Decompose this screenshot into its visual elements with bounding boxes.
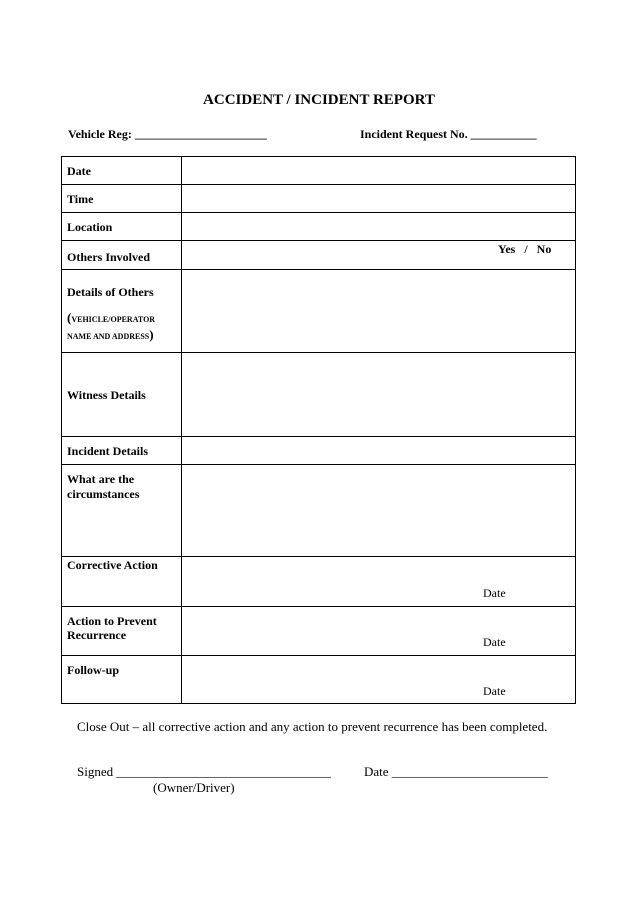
yes-no-option: Yes / No [498,242,552,256]
circumstances-label-line1: What are the [67,472,135,486]
location-label: Location [67,220,113,234]
corrective-action-date: Date [483,586,506,600]
details-of-others-sublabel-2 [67,327,154,344]
owner-driver-caption: (Owner/Driver) [153,780,235,795]
sublabel-line2: NAME AND ADDRESS [67,332,150,341]
paren-close: ) [149,327,154,342]
paren-open: ( [67,310,72,325]
row-divider [62,606,575,607]
date-label: Date [67,164,91,178]
witness-details-label: Witness Details [67,388,146,402]
date-line: Date ________________________ [364,764,548,779]
row-divider [62,212,575,213]
circumstances-label-line2: circumstances [67,487,140,501]
report-title: ACCIDENT / INCIDENT REPORT [203,92,435,108]
signed-line: Signed _________________________________ [77,764,331,779]
details-of-others-sublabel [67,310,155,327]
row-divider [62,556,575,557]
close-out-statement: Close Out – all corrective action and any action to prevent recurrence has been completed. [77,719,548,734]
action-prevent-date: Date [483,635,506,649]
row-divider [62,655,575,656]
sublabel-line1: VEHICLE/OPERATOR [71,315,156,324]
action-prevent-label-line2: Recurrence [67,628,127,642]
row-divider [62,269,575,270]
follow-up-label: Follow-up [67,663,120,677]
details-of-others-label: Details of Others [67,285,154,299]
column-divider [181,157,182,703]
time-label: Time [67,192,94,206]
row-divider [62,352,575,353]
incident-request-field: Incident Request No. ___________ [360,127,537,141]
row-divider [62,464,575,465]
row-divider [62,240,575,241]
action-prevent-label-line1: Action to Prevent [67,614,157,628]
others-involved-label: Others Involved [67,250,151,264]
row-divider [62,184,575,185]
row-divider [62,436,575,437]
incident-details-label: Incident Details [67,444,148,458]
corrective-action-label: Corrective Action [67,558,158,572]
report-form-table [61,156,576,704]
vehicle-reg-field: Vehicle Reg: ______________________ [68,127,267,141]
follow-up-date: Date [483,684,506,698]
